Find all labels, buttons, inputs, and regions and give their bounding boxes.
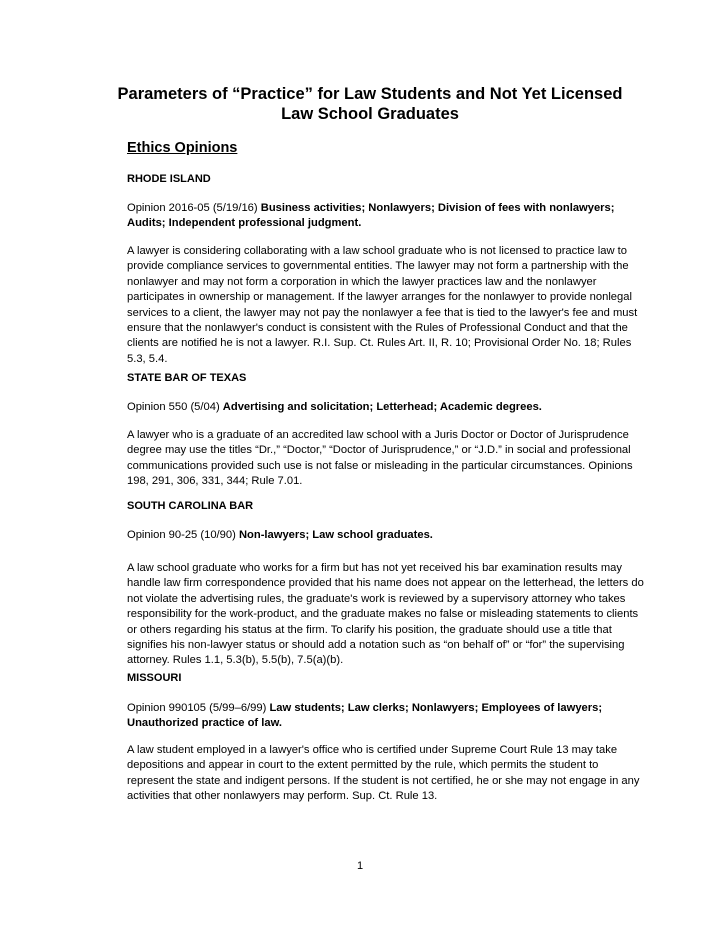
section-heading: Ethics Opinions [127, 140, 238, 156]
opinion-topics: Business activities; Nonlawyers; Division of fees with nonlawyers; Audits; Independent professional judgment. [127, 202, 615, 230]
opinion-citation-south-carolina [127, 528, 647, 543]
opinion-summary-texas: A lawyer who is a graduate of an accredited law school with a Juris Doctor or Doctor of Jurisprudence degree may use the titles “Dr.,” “Doctor,” “Doctor of Jurisprudence,” or “J.D.” in social and professional communications provided such use is not false or misleading in the particular circumstances. Opinions 198, 291, 306, 331, 344; Rule 7.01. [127, 429, 633, 488]
state-heading-rhode-island: RHODE ISLAND [127, 173, 211, 185]
opinion-summary-south-carolina: A law school graduate who works for a firm but has not yet received his bar examination results may handle law firm correspondence provided that his name does not appear on the letterhead, the letters do not violate the advertising rules, the graduate's work is reviewed by a supervisory attorney who takes responsibility for the work-product, and the graduate makes no false or misleading statements to clients or others regarding his status at the firm. To clarify his position, the graduate should use a title that signifies his non-lawyer status or should add a notation such as “on behalf of” or “for” the supervising attorney. Rules 1.1, 5.3(b), 5.5(b), 7.5(a)(b). [127, 562, 644, 667]
opinion-citation-texas [127, 400, 647, 415]
document-title-line-2: Law School Graduates [281, 105, 459, 123]
document-title-line-1: Parameters of “Practice” for Law Students and Not Yet Licensed [117, 85, 623, 103]
state-heading-south-carolina: SOUTH CAROLINA BAR [127, 500, 254, 512]
opinion-summary-rhode-island: A lawyer is considering collaborating with a law school graduate who is not licensed to practice law to provide compliance services to governmental entities. The lawyer may not form a partnership with the nonlawyer and may not form a corporation in which the lawyer practices law and the nonlawyer participates in ownership or management. If the lawyer arranges for the nonlawyer to provide nonlegal services to a client, the lawyer may not pay the nonlawyer a fee that is tied to the lawyer's fee and must ensure that the nonlawyer's conduct is consistent with the Rules of Professional Conduct and that the clients are notified he is not a lawyer. R.I. Sup. Ct. Rules Art. II, R. 10; Provisional Order No. 18; Rules 5.3, 5.4. [127, 245, 638, 365]
opinion-citation-rhode-island [127, 201, 647, 232]
opinion-summary-missouri: A law student employed in a lawyer's office who is certified under Supreme Court Rule 13 may take depositions and appear in court to the extent permitted by the rule, which permits the student to represent the state and indigent persons. If the student is not certified, he or she may not engage in any activities that other nonlawyers may perform. Sup. Ct. Rule 13. [127, 744, 640, 803]
opinion-ref: Opinion 990105 (5/99–6/99) [127, 702, 267, 714]
opinion-topics: Non-lawyers; Law school graduates. [238, 529, 433, 541]
opinion-topics: Law students; Law clerks; Nonlawyers; Employees of lawyers; Unauthorized practice of law. [127, 702, 603, 730]
state-heading-missouri: MISSOURI [127, 672, 182, 684]
opinion-ref: Opinion 550 (5/04) [127, 401, 220, 413]
opinion-topics: Advertising and solicitation; Letterhead; Academic degrees. [222, 401, 542, 413]
page-number: 1 [356, 860, 364, 872]
opinion-citation-missouri [127, 701, 647, 732]
opinion-ref: Opinion 90-25 (10/90) [127, 529, 236, 541]
opinion-ref: Opinion 2016-05 (5/19/16) [127, 202, 258, 214]
document-title [90, 84, 650, 124]
state-heading-texas: STATE BAR OF TEXAS [127, 372, 247, 384]
